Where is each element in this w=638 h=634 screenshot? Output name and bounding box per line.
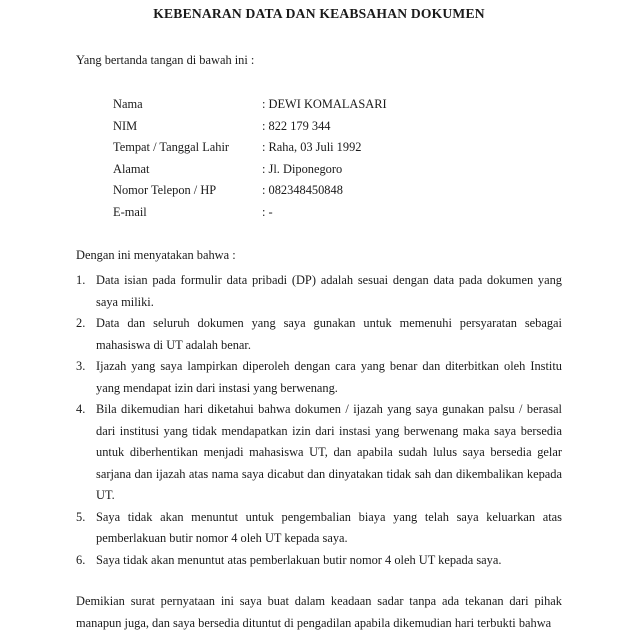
field-label: Nama [113, 97, 143, 111]
statement-list [76, 270, 562, 571]
list-item [76, 399, 562, 507]
field-label: Tempat / Tanggal Lahir [113, 140, 230, 155]
list-item [76, 550, 562, 572]
field-value: : Raha, 03 Juli 1992 [262, 140, 362, 155]
closing-paragraph: Demikian surat pernyataan ini saya buat dalam keadaan sadar tanpa ada tekanan dari pihak manapun juga, dan saya bersedia dituntut di pengadilan apabila dikemudian hari terbukti bahwa [76, 594, 562, 630]
document-title: KEBENARAN DATA DAN KEABSAHAN DOKUMEN [153, 6, 485, 21]
list-item-number: 4. [76, 402, 86, 416]
list-item [76, 356, 562, 399]
field-label: E-mail [113, 204, 147, 219]
list-item-number: 1. [76, 273, 86, 287]
list-item-text: Ijazah yang saya lampirkan diperoleh dengan cara yang benar dan diterbitkan oleh Institu yang mendapat izin dari instasi yang berwenang. [96, 359, 562, 395]
field-value: : - [262, 204, 273, 219]
intro-text: Yang bertanda tangan di bawah ini : [76, 53, 255, 67]
list-item [76, 270, 562, 313]
list-item-text: Data dan seluruh dokumen yang saya gunakan untuk memenuhi persyaratan sebagai mahasiswa di UT adalah benar. [96, 316, 562, 352]
list-item [76, 313, 562, 356]
field-value: : DEWI KOMALASARI [262, 97, 387, 111]
list-item-number: 2. [76, 316, 86, 330]
list-item-text: Saya tidak akan menuntut untuk pengembalian biaya yang telah saya keluarkan atas pemberlakuan butir nomor 4 oleh UT kepada saya. [96, 509, 562, 545]
list-item-number: 5. [76, 509, 86, 524]
list-item-text: Bila dikemudian hari diketahui bahwa dokumen / ijazah yang saya gunakan palsu / berasal dari institusi yang tidak mendapatkan izin dari instasi yang berwenang maka saya bersedia untuk diberhentikan menjadi mahasiswa UT, dan apabila sudah lulus saya bersedia gelar sarjana dan ijazah atas nama saya dicabut dan dinyatakan tidak sah dan dikembalikan kepada UT. [96, 402, 562, 502]
list-item [76, 507, 562, 550]
field-value: : 082348450848 [262, 183, 343, 198]
list-item-number: 6. [76, 552, 86, 567]
statement-text: Dengan ini menyatakan bahwa : [76, 248, 236, 262]
list-item-text: Data isian pada formulir data pribadi (DP) adalah sesuai dengan data pada dokumen yang saya miliki. [96, 273, 562, 309]
list-item-text: Saya tidak akan menuntut atas pemberlakuan butir nomor 4 oleh UT kepada saya. [96, 552, 502, 567]
field-label: Nomor Telepon / HP [113, 183, 217, 198]
field-value: : Jl. Diponegoro [262, 161, 343, 176]
field-value: : 822 179 344 [262, 118, 331, 133]
field-label: Alamat [113, 161, 150, 176]
field-label: NIM [113, 118, 138, 133]
list-item-number: 3. [76, 359, 86, 373]
